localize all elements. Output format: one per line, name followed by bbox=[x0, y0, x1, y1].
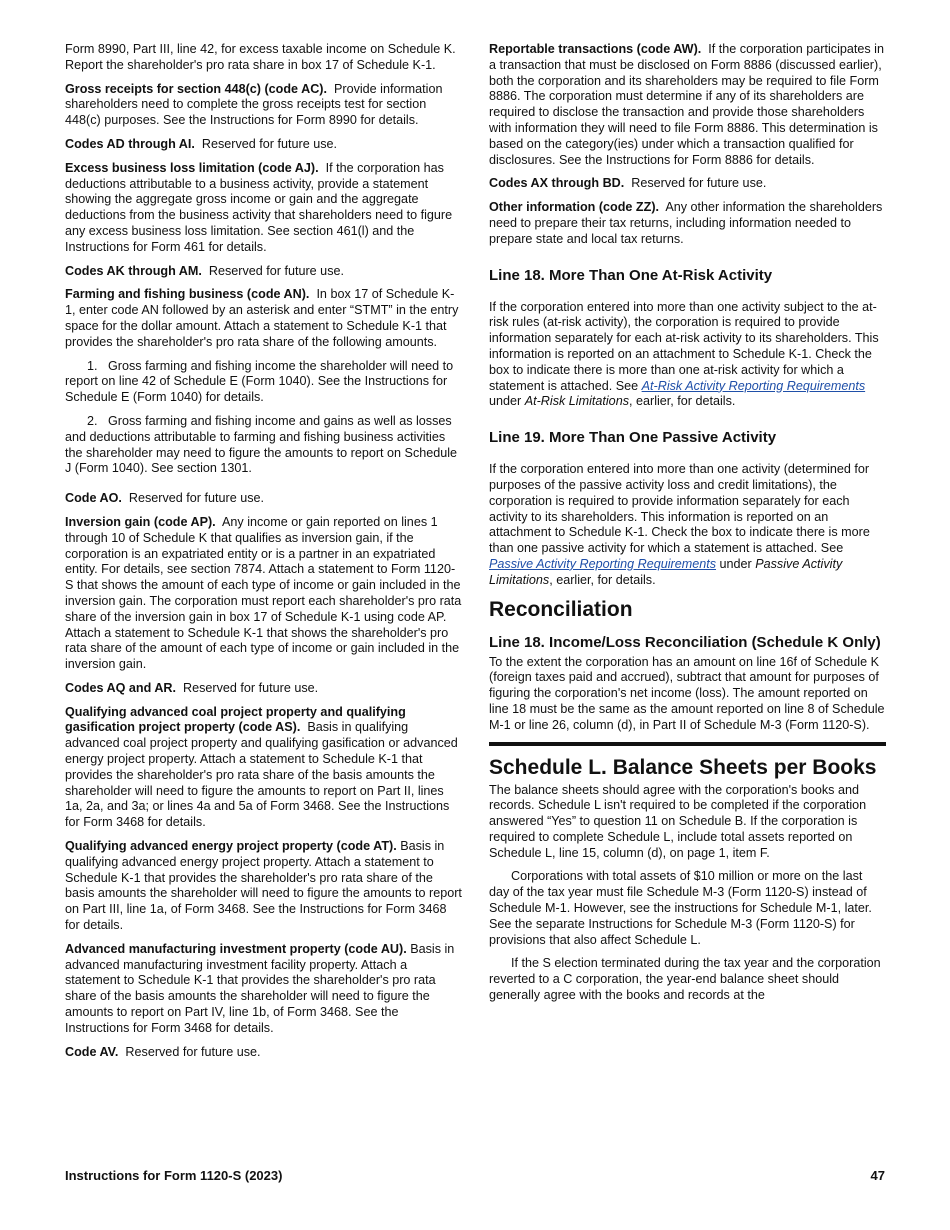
section-divider bbox=[489, 742, 886, 746]
code-ao-heading: Code AO. bbox=[65, 491, 122, 506]
paragraph-8990: Form 8990, Part III, line 42, for excess taxable income on Schedule K. Report the shareholder's pro rata share in box 17 of Schedule K-1. bbox=[65, 42, 456, 72]
code-an: Farming and fishing business (code AN). In box 17 of Schedule K-1, enter code AN followed by an asterisk and enter “STMT” in the entry space for the dollar amount. Attach a statement to Schedule K-1 that provides the shareholder's pro rata share of the following amounts. bbox=[65, 287, 459, 349]
code-zz: Other information (code ZZ). Any other information the shareholders need to prepare their tax returns, including information needed to prepare state and local tax returns. bbox=[489, 200, 883, 246]
codes-ak-am: Codes AK through AM. Reserved for future use. bbox=[65, 263, 344, 278]
footer-title: Instructions for Form 1120-S (2023) bbox=[65, 1168, 283, 1183]
left-column bbox=[65, 42, 462, 1068]
codes-aq-ar-heading: Codes AQ and AR. bbox=[65, 680, 177, 695]
schedule-l-paragraph-3: If the S election terminated during the tax year and the corporation reverted to a C corporation, the year-end balance sheet should generally agree with the books and records at the bbox=[489, 956, 881, 1003]
code-aw-heading: Reportable transactions (code AW). bbox=[489, 42, 702, 56]
code-av: Code AV. Reserved for future use. bbox=[65, 1044, 261, 1059]
code-au-heading: Advanced manufacturing investment property (code AU). bbox=[65, 941, 407, 956]
schedule-l-heading: Schedule L. Balance Sheets per Books bbox=[489, 755, 877, 779]
code-at: Qualifying advanced energy project property (code AT). Basis in qualifying advanced energy project property. Attach a statement to Schedule K-1 that provides the shareholder's pro rata share of the basis amounts the shareholder will need to figure the amounts to report on Part III, line 1a, of Form 3468. See the Instructions for Form 3468 for details. bbox=[65, 839, 462, 933]
code-as-heading: Qualifying advanced coal project property and qualifying gasification project property (code AS). bbox=[65, 704, 406, 735]
code-aw: Reportable transactions (code AW). If the corporation participates in a transaction that must be disclosed on Form 8886 (discussed earlier), both the corporation and its shareholders may be required to file Form 8886. The corporation must determine if any of its shareholders are required to disclose the transaction and provide those shareholders with information they will need to file Form 8886. This determination is based on the category(ies) under which a transaction qualified for disclosures. See the Instructions for Form 8886 for details. bbox=[489, 42, 884, 167]
line-19-heading: Line 19. More Than One Passive Activity bbox=[489, 429, 777, 447]
at-risk-link[interactable]: At-Risk Activity Reporting Requirements bbox=[641, 378, 866, 393]
schedule-l-paragraph-1: The balance sheets should agree with the corporation's books and records. Schedule L isn't required to be completed if the corporation answered “Yes” to question 11 on Schedule B. If the corporation is required to complete Schedule L, include total assets reported on Schedule L, line 15, column (d), on page 1, item F. bbox=[489, 782, 867, 860]
reconciliation-heading: Reconciliation bbox=[489, 597, 633, 621]
code-zz-heading: Other information (code ZZ). bbox=[489, 200, 660, 215]
schedule-l-paragraph-2: Corporations with total assets of $10 million or more on the last day of the tax year must file Schedule M-3 (Form 1120-S) instead of Schedule M-1. However, see the instructions for Schedule M-1, later. See the separate Instructions for Schedule M-3 (Form 1120-S) for provisions that also affect Schedule L. bbox=[489, 869, 872, 947]
code-aj-heading: Excess business loss limitation (code AJ). bbox=[65, 160, 319, 175]
codes-ad-ai-heading: Codes AD through AI. bbox=[65, 136, 195, 151]
code-an-heading: Farming and fishing business (code AN). bbox=[65, 287, 310, 302]
codes-ad-ai: Codes AD through AI. Reserved for future use. bbox=[65, 136, 338, 151]
code-as: Qualifying advanced coal project property and qualifying gasification project property (code AS). Basis in qualifying advanced coal project property and qualifying gasification or advanced energy project property. Attach a statement to Schedule K-1 that provides the shareholder's pro rata share of the basis amounts the shareholder will need to figure the amounts to report on Part II, lines 1a, 2a, and 3a; or lines 4a and 5a of Form 3468. See the Instructions for Form 3468 for details. bbox=[65, 704, 458, 830]
code-ac-heading: Gross receipts for section 448(c) (code AC). bbox=[65, 81, 327, 96]
right-column bbox=[489, 42, 886, 1012]
line-18-reconciliation-heading: Line 18. Income/Loss Reconciliation (Schedule K Only) bbox=[489, 633, 881, 651]
code-ao: Code AO. Reserved for future use. bbox=[65, 491, 265, 506]
line-18-reconciliation-body: To the extent the corporation has an amount on line 16f of Schedule K (foreign taxes paid and accrued), subtract that amount for purposes of figuring the corporation's net income (loss). The amount reported on line 18 must be the same as the amount reported on line 8 of Schedule M-1 or line 26, column (d), in Part II of Schedule M-3 (Form 1120-S). bbox=[489, 654, 885, 732]
code-an-item-2: 2. Gross farming and fishing income and gains as well as losses and deductions attributable to farming and fishing business activities the shareholder may need to figure the amounts to report on Schedule J (Form 1040). See section 1301. bbox=[65, 413, 458, 476]
passive-activity-link[interactable]: Passive Activity Reporting Requirements bbox=[489, 556, 717, 571]
codes-aq-ar: Codes AQ and AR. Reserved for future use. bbox=[65, 680, 319, 695]
page-number: 47 bbox=[870, 1168, 885, 1183]
code-ap: Inversion gain (code AP). Any income or gain reported on lines 1 through 10 of Schedule K that qualifies as inversion gain, if the corporation is an expatriated entity or is a partner in an expatriated entity. For details, see section 7874. Attach a statement to Form 1120-S that shows the amount of each type of income or gain included in the inversion gain. The corporation must report each shareholder's pro rata share of the inversion gain in box 17 of Schedule K-1 using code AP. Attach a statement to Schedule K-1 that shows the shareholder's pro rata share of the amount of each type of income or gain included in the inversion gain. bbox=[65, 514, 462, 672]
line-18-heading: Line 18. More Than One At-Risk Activity bbox=[489, 266, 773, 284]
code-au: Advanced manufacturing investment property (code AU). Basis in advanced manufacturing investment facility property. Attach a statement to Schedule K-1 that provides the shareholder's pro rata share of the basis amounts the shareholder will need to figure the amounts to report on Part IV, line 1b, of Form 3468. See the Instructions for Form 3468 for details. bbox=[65, 941, 455, 1035]
code-ap-heading: Inversion gain (code AP). bbox=[65, 514, 216, 529]
codes-ak-am-heading: Codes AK through AM. bbox=[65, 263, 202, 278]
code-an-item-1: 1. Gross farming and fishing income the shareholder will need to report on line 42 of Schedule E (Form 1040). See the Instructions for Schedule E (Form 1040) for details. bbox=[65, 358, 454, 405]
code-at-heading: Qualifying advanced energy project property (code AT). bbox=[65, 839, 397, 854]
code-av-heading: Code AV. bbox=[65, 1044, 119, 1059]
line-19-body: If the corporation entered into more than one activity (determined for purposes of the passive activity loss and credit limitations), the corporation is required to provide information separately for each activity to its shareholders. This information is reported on an attachment to Schedule K-1. Check the box to indicate there is more than one passive activity for which a statement is attached. See Passive Activity Reporting Requirements under Passive Activity Limitations, earlier, for details. bbox=[489, 462, 870, 587]
code-aj: Excess business loss limitation (code AJ). If the corporation has deductions attributable to a business activity, provide a statement showing the aggregate gross income or gain and the aggregate deductions from the business activity that shareholders need to figure any excess business loss limitation. See section 461(l) and the Instructions for Form 461 for details. bbox=[65, 160, 453, 254]
codes-ax-bd-heading: Codes AX through BD. bbox=[489, 176, 625, 191]
codes-ax-bd: Codes AX through BD. Reserved for future use. bbox=[489, 176, 767, 191]
line-18-body: If the corporation entered into more than one activity subject to the at-risk rules (at-risk activity), the corporation is required to provide information separately for each at-risk activity to its shareholders. This information is reported on an attachment to Schedule K-1. Check the box to indicate there is more than one at-risk activity for which a statement is attached. See At-Risk Activity Reporting Requirements under At-Risk Limitations, earlier, for details. bbox=[489, 299, 879, 409]
code-ac: Gross receipts for section 448(c) (code AC). Provide information shareholders need to complete the gross receipts test for section 448(c) purposes. See the Instructions for Form 8990 for details. bbox=[65, 81, 443, 128]
